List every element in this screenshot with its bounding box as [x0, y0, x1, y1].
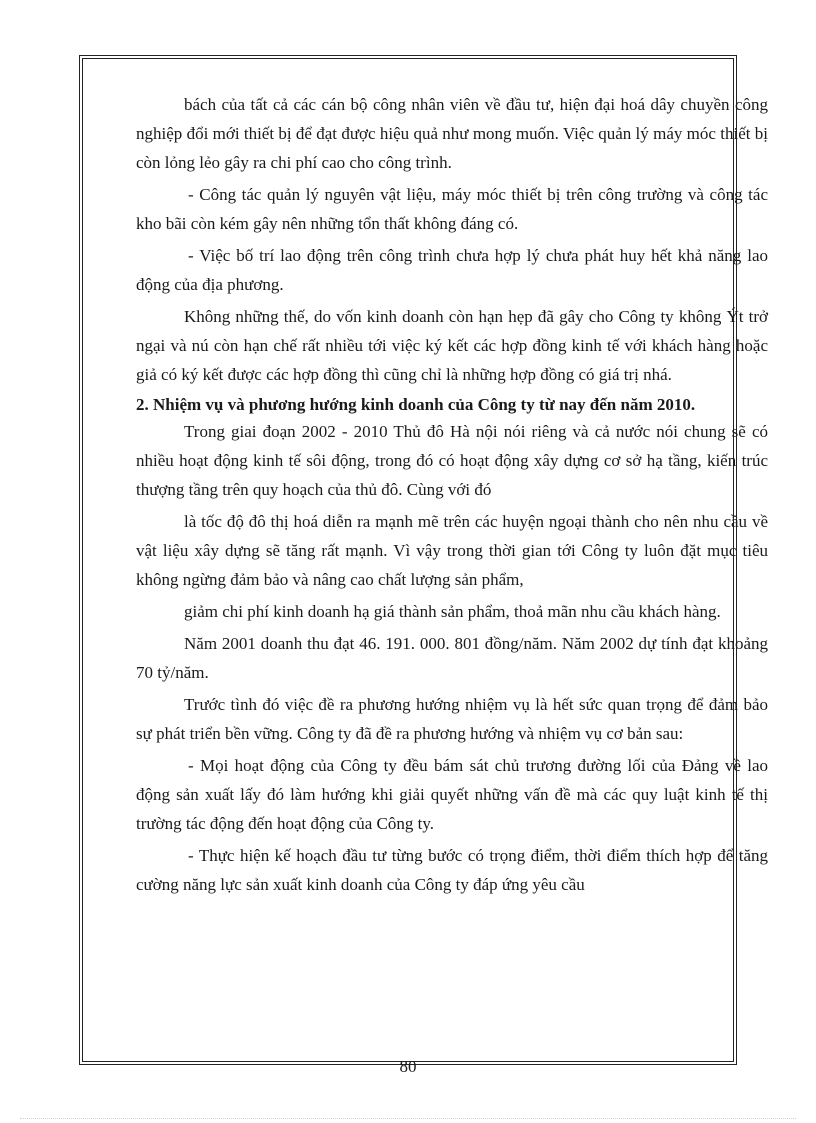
document-body [136, 90, 768, 902]
paragraph: giảm chi phí kinh doanh hạ giá thành sản phẩm, thoả mãn nhu cầu khách hàng. [184, 602, 721, 621]
paragraph: Năm 2001 doanh thu đạt 46. 191. 000. 801 đồng/năm. Năm 2002 dự tính đạt khoảng 70 tỷ/năm. [136, 634, 768, 682]
section-heading: 2. Nhiệm vụ và phương hướng kinh doanh của Công ty từ nay đến năm 2010. [136, 395, 696, 414]
paragraph: Trong giai đoạn 2002 - 2010 Thủ đô Hà nội nói riêng và cả nước nói chung sẽ có nhiều hoạt động kinh tế sôi động, trong đó có hoạt động xây dựng cơ sở hạ tầng, kiến trúc thượng tầng trên quy hoạch của thủ đô. Cùng với đó [136, 422, 768, 499]
paragraph: là tốc độ đô thị hoá diễn ra mạnh mẽ trên các huyện ngoại thành cho nên nhu cầu về vật liệu xây dựng sẽ tăng rất mạnh. Vì vậy trong thời gian tới Công ty luôn đặt mục tiêu không ngừng đảm bảo và nâng cao chất lượng sản phẩm, [136, 512, 768, 589]
bullet-paragraph: - Công tác quản lý nguyên vật liệu, máy móc thiết bị trên công trường và công tác kho bãi còn kém gây nên những tổn thất không đáng có. [136, 185, 768, 233]
paragraph: bách của tất cả các cán bộ công nhân viên về đầu tư, hiện đại hoá dây chuyền công nghiệp đổi mới thiết bị để đạt được hiệu quả như mong muốn. Việc quản lý máy móc thiết bị còn lỏng lẻo gây ra chi phí cao cho công trình. [136, 95, 768, 172]
bullet-paragraph: - Mọi hoạt động của Công ty đều bám sát chủ trương đường lối của Đảng về lao động sản xuất lấy đó làm hướng khi giải quyết những vấn đề mà các quy luật kinh tế thị trường tác động đến hoạt động của Công ty. [136, 756, 768, 833]
paragraph: Không những thế, do vốn kinh doanh còn hạn hẹp đã gây cho Công ty không Ýt trở ngại và nú còn hạn chế rất nhiều tới việc ký kết các hợp đồng kinh tế với khách hàng hoặc giả có ký kết được các hợp đồng thì cũng chỉ là những hợp đồng có giá trị nhá. [136, 307, 768, 384]
bullet-paragraph: - Thực hiện kế hoạch đầu tư từng bước có trọng điểm, thời điểm thích hợp để tăng cường năng lực sản xuất kinh doanh của Công ty đáp ứng yêu cầu [136, 846, 768, 894]
page-bottom-divider [20, 1118, 796, 1119]
page-number: 80 [399, 1057, 417, 1076]
paragraph: Trước tình đó việc đề ra phương hướng nhiệm vụ là hết sức quan trọng để đảm bảo sự phát triển bền vững. Công ty đã đề ra phương hướng và nhiệm vụ cơ bản sau: [136, 695, 768, 743]
bullet-paragraph: - Việc bố trí lao động trên công trình chưa hợp lý chưa phát huy hết khả năng lao động của địa phương. [136, 246, 768, 294]
